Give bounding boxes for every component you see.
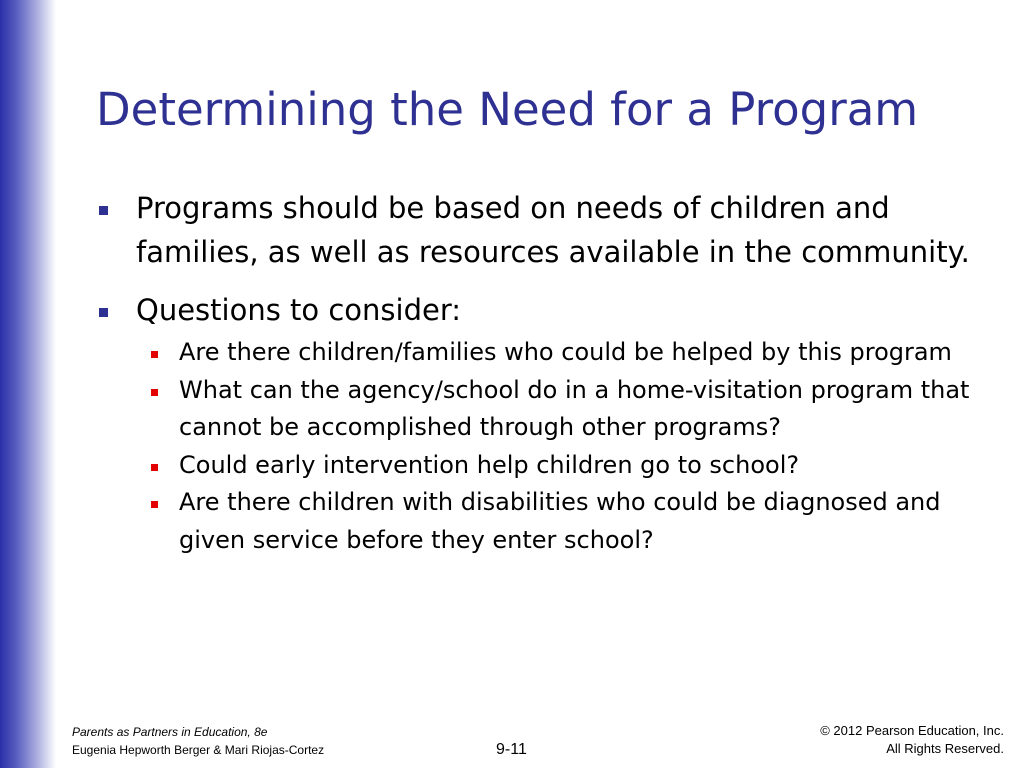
sub-bullet-text: Are there children/families who could be helped by this program (179, 338, 952, 366)
sub-bullet-text: Are there children with disabilities who could be diagnosed and given service before they enter school? (179, 488, 941, 554)
sub-bullet-item (136, 484, 1006, 559)
page-number: 9-11 (496, 741, 527, 758)
footer-book-title: Parents as Partners in Education, 8e (72, 725, 268, 739)
sub-bullet-list (136, 334, 1006, 559)
footer-authors: Eugenia Hepworth Berger & Mari Riojas-Cortez (72, 743, 325, 757)
sub-bullet-item (136, 334, 1006, 372)
square-bullet-icon (151, 464, 158, 471)
bullet-list (96, 186, 1006, 559)
bullet-item (96, 288, 1006, 332)
sub-bullet-item (136, 447, 1006, 485)
sub-bullet-item (136, 372, 1006, 447)
square-bullet-icon (151, 501, 158, 508)
bullet-item (96, 186, 1006, 274)
footer-copyright (820, 722, 1004, 758)
bullet-text: Questions to consider: (136, 293, 462, 327)
sub-bullet-text: Could early intervention help children go to school? (179, 450, 800, 479)
square-bullet-icon (151, 351, 158, 358)
sub-bullet-text: What can the agency/school do in a home-visitation program that cannot be accomplished through other programs? (179, 375, 970, 441)
bullet-text: Programs should be based on needs of children and families, as well as resources available in the community. (136, 191, 970, 269)
square-bullet-icon (99, 308, 108, 317)
copyright-text: © 2012 Pearson Education, Inc. (820, 723, 1004, 738)
square-bullet-icon (151, 389, 158, 396)
left-gradient-bar (0, 0, 56, 768)
rights-text: All Rights Reserved. (886, 741, 1004, 756)
slide-title: Determining the Need for a Program (96, 83, 919, 136)
square-bullet-icon (99, 206, 108, 215)
footer-citation (72, 723, 324, 759)
